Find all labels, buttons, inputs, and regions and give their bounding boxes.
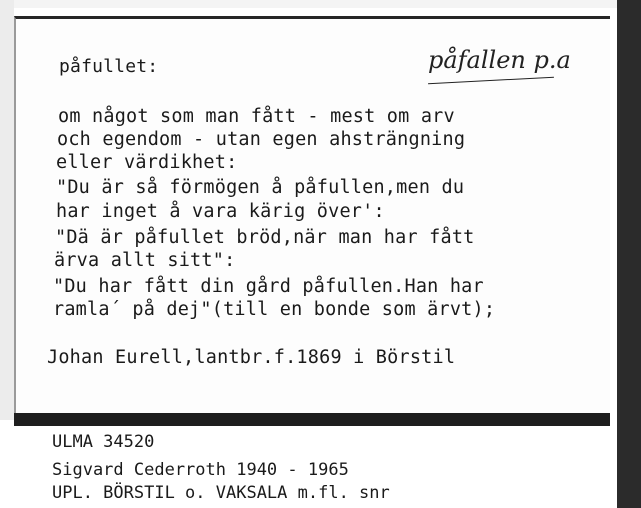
example-line: ärva allt sitt":: [54, 250, 236, 271]
archive-id: ULMA 34520: [52, 432, 155, 452]
example-line: har inget å vara kärig över':: [56, 201, 385, 222]
headword: påfullet:: [59, 56, 159, 77]
example-line: "Dä är påfullet bröd,när man har fått: [55, 227, 475, 248]
definition-line: och egendom - utan egen ahsträngning: [57, 129, 466, 150]
definition-line: eller värdikhet:: [56, 152, 238, 173]
definition-line: om något som man fått - mest om arv: [58, 106, 455, 127]
informant-source: Johan Eurell,lantbr.f.1869 i Börstil: [47, 347, 456, 368]
scan-edge-left: [0, 0, 14, 420]
location: UPL. BÖRSTIL o. VAKSALA m.fl. snr: [52, 483, 390, 503]
scan-edge-top: [0, 0, 641, 8]
example-line: ramla´ på dej"(till en bonde som ärvt);: [53, 299, 496, 320]
handwritten-annotation: påfallen p.a: [428, 46, 571, 74]
collector: Sigvard Cederroth 1940 - 1965: [52, 460, 349, 480]
example-line: "Du har fått din gård påfullen.Han har: [53, 276, 484, 297]
card-bottom-edge: [14, 412, 610, 426]
example-line: "Du är så förmögen å påfullen,men du: [56, 177, 465, 198]
scan-edge-right: [617, 0, 641, 508]
